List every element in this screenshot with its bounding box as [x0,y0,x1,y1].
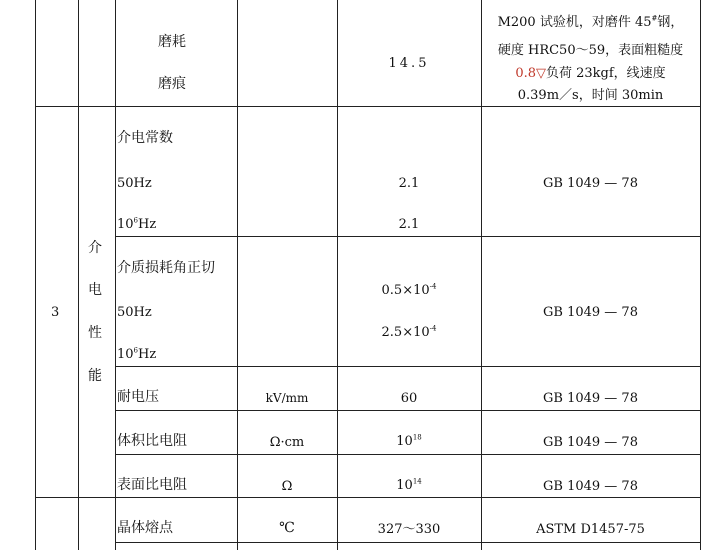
surface-resistivity-unit: Ω [281,479,293,494]
dielectric-constant-freq-2: $10^6Hz$ [117,216,157,232]
row-line [115,410,701,411]
wear-label: 磨耗 [158,34,186,50]
wear-method-line-2: 硬度 HRC50～59，表面粗糙度 [497,43,684,58]
volume-resistivity-unit: Ω·cm [269,435,305,450]
wear-method-line-4: 0.39m／s，时间 30min [517,88,664,103]
wear-method-line-1: M200 试验机，对磨件 45#钢， [497,14,684,30]
group-title-char: 性 [88,325,102,341]
col-line [700,0,701,550]
breakdown-method: GB 1049 — 78 [543,391,638,406]
surface-resistivity-value: $10^{14}$ [396,477,422,493]
col-line [115,0,116,550]
roughness-triangle-icon: ▽ [536,66,546,81]
col-line [237,0,238,550]
wear-scar-label: 磨痕 [158,76,186,92]
loss-tangent-value-1: $0.5\times 10^{-4}$ [381,282,437,298]
loss-tangent-freq-2: $10^6Hz$ [117,346,157,362]
breakdown-label: 耐电压 [117,389,159,405]
volume-resistivity-value: $10^{18}$ [396,433,422,449]
breakdown-unit: kV/mm [265,391,309,405]
dielectric-constant-label: 介电常数 [117,130,173,146]
melting-point-unit: ℃ [279,520,295,536]
group-index: 3 [51,305,60,320]
volume-resistivity-label: 体积比电阻 [117,433,187,449]
wear-method-line-3: 0.8▽负荷 23kgf，线速度 [515,66,666,81]
group-title-char: 能 [88,368,102,384]
row-line [115,236,701,237]
breakdown-value: 60 [400,391,418,406]
row-line [35,106,701,107]
surface-resistivity-label: 表面比电阻 [117,477,187,493]
col-line [78,0,79,550]
wear-value: 14.5 [388,56,430,71]
row-line [35,497,701,498]
loss-tangent-label: 介质损耗角正切 [117,260,215,276]
dielectric-constant-value-2: 2.1 [398,217,420,232]
dielectric-constant-value-1: 2.1 [398,176,420,191]
dielectric-constant-freq-1: 50Hz [117,176,152,191]
row-line [115,542,701,543]
row-line [115,366,701,367]
roughness-value: 0.8 [515,66,536,81]
loss-tangent-method: GB 1049 — 78 [543,305,638,320]
melting-point-value: 327～330 [377,522,441,537]
col-line [35,0,36,550]
group-title-char: 电 [88,282,102,298]
col-line [481,0,482,550]
melting-point-method: ASTM D1457-75 [536,522,645,537]
surface-resistivity-method: GB 1049 — 78 [543,479,638,494]
loss-tangent-freq-1: 50Hz [117,305,152,320]
group-title-char: 介 [88,240,102,256]
volume-resistivity-method: GB 1049 — 78 [543,435,638,450]
row-line [115,454,701,455]
col-line [337,0,338,550]
melting-point-label: 晶体熔点 [117,520,173,536]
loss-tangent-value-2: $2.5\times 10^{-4}$ [381,324,437,340]
dielectric-constant-method: GB 1049 — 78 [543,176,638,191]
